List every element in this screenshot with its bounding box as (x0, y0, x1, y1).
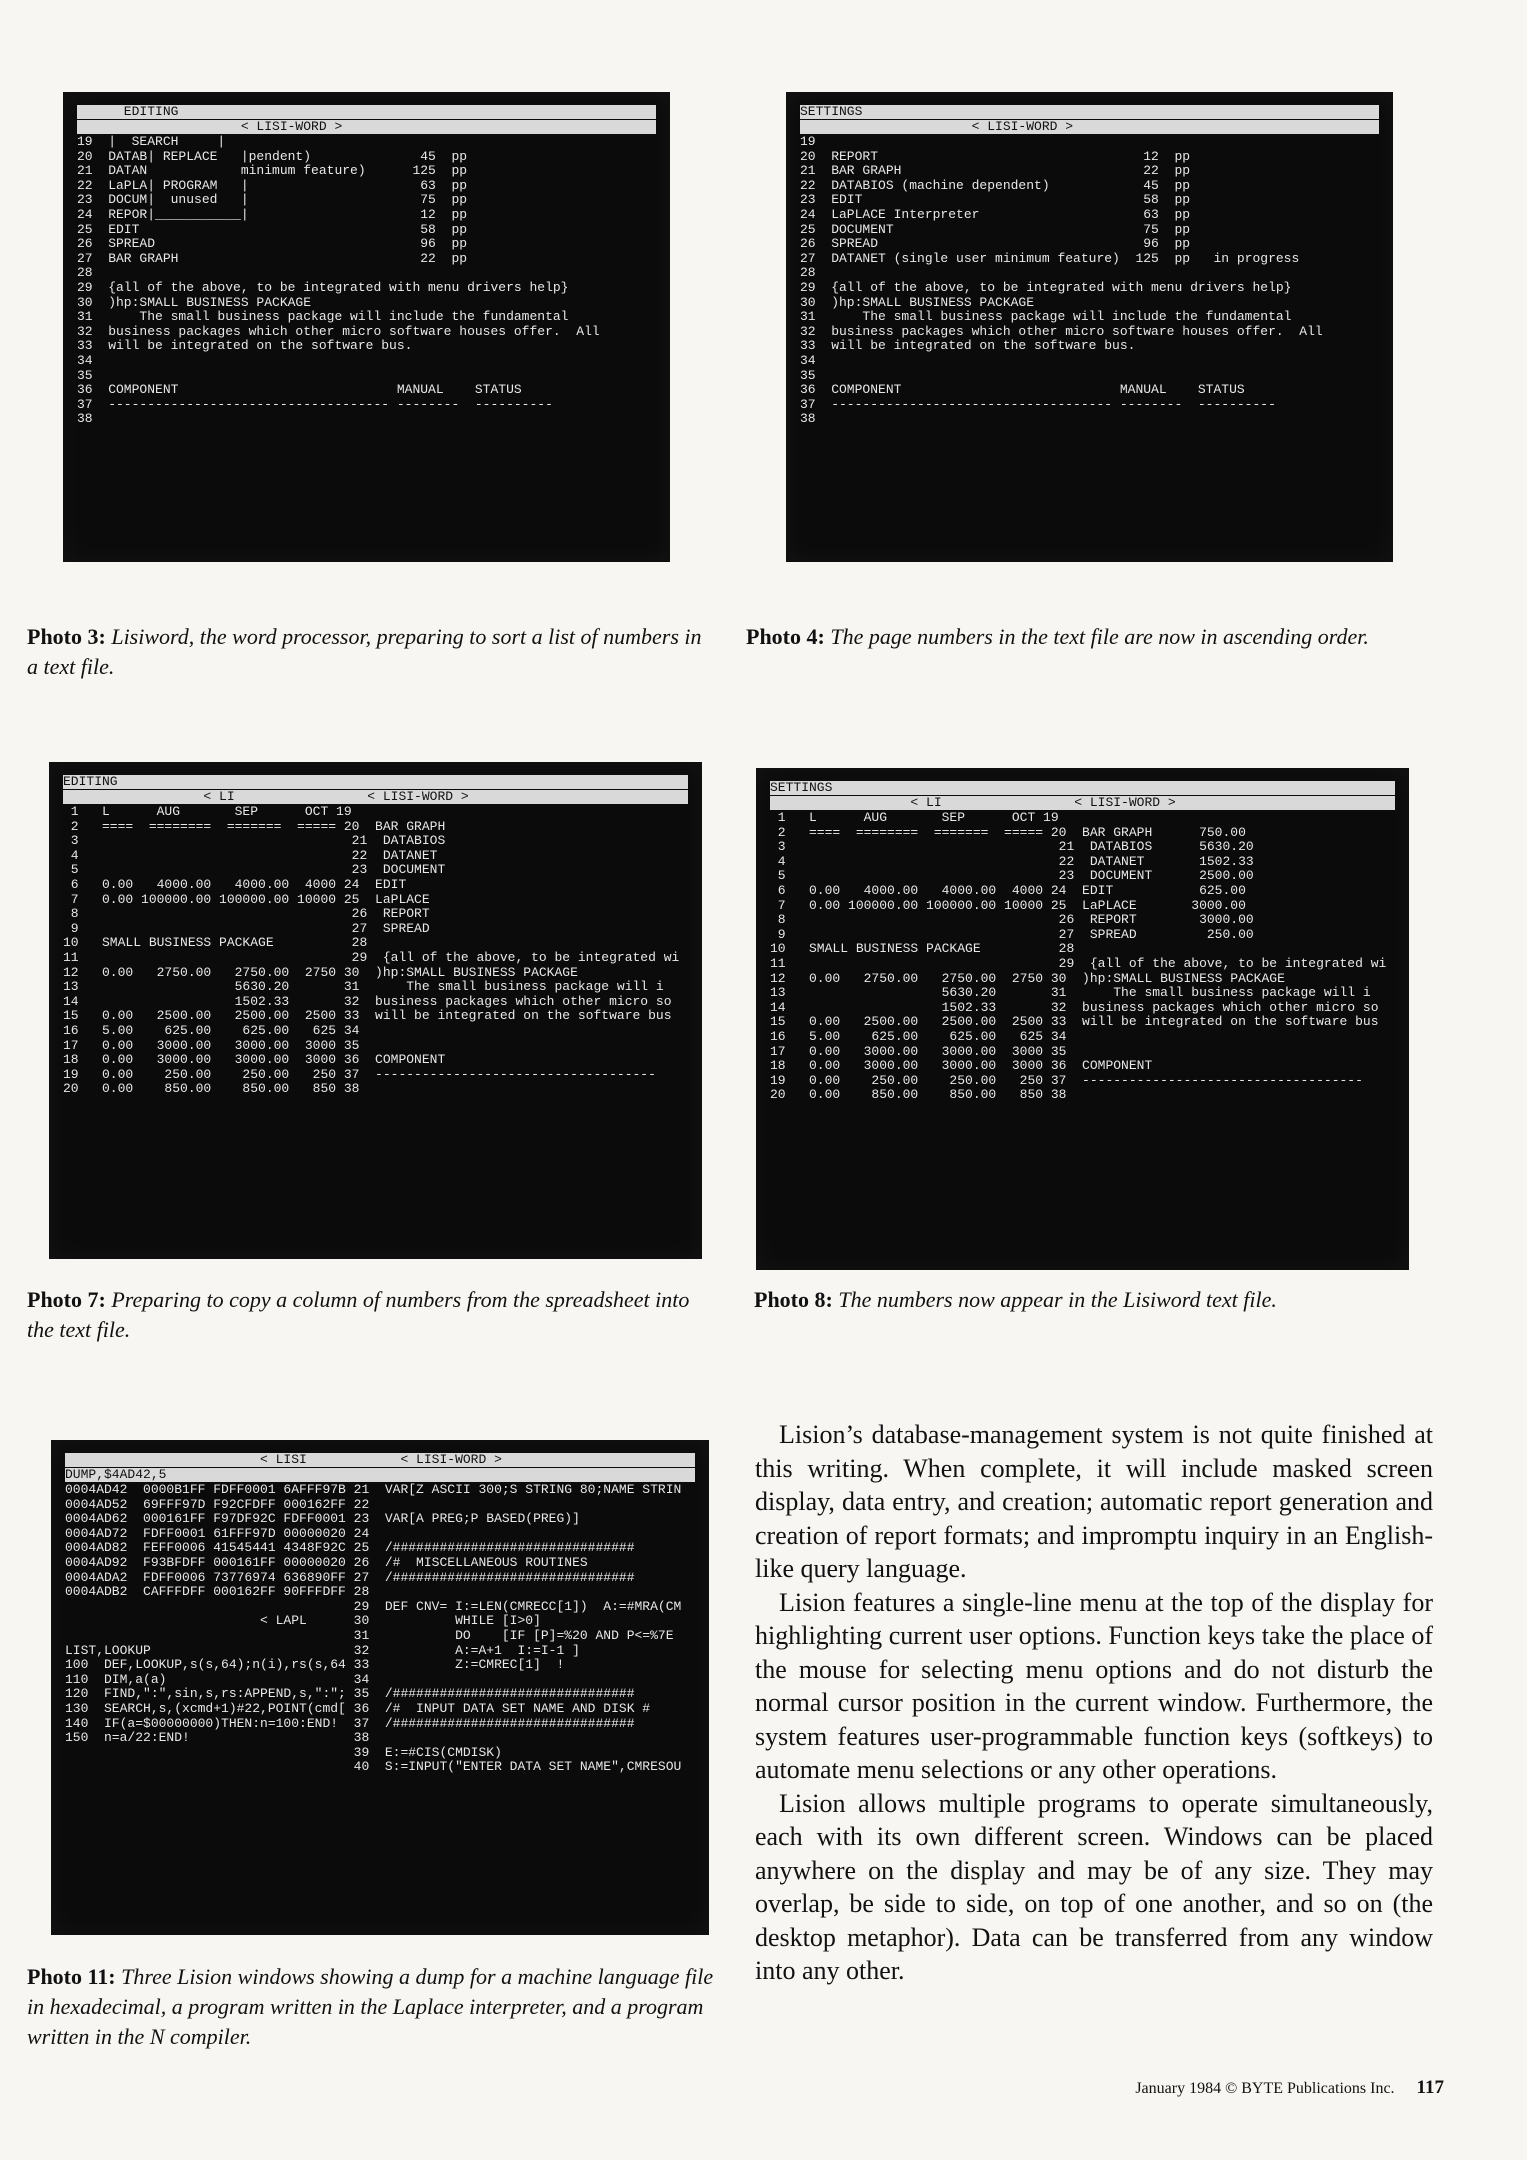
screen-line: 37 ------------------------------------ -------- ---------- (800, 396, 1276, 412)
caption-text: The page numbers in the text file are now in ascending order. (830, 624, 1369, 649)
screen-line: 19 (800, 134, 816, 149)
screen-line: 30 )hp:SMALL BUSINESS PACKAGE (800, 294, 1035, 310)
screen-line: 13 5630.20 31 The small business package will i (770, 985, 1371, 1001)
screen-line: 27 BAR GRAPH 22 pp (77, 250, 468, 266)
screen-line: 10 SMALL BUSINESS PACKAGE 28 (63, 935, 368, 951)
caption-label: Photo 11: (27, 1964, 116, 1989)
screen-line: 28 (800, 265, 816, 281)
screen-line: 23 DOCUM| unused | 75 pp (77, 192, 468, 208)
caption-text: The numbers now appear in the Lisiword text file. (838, 1287, 1277, 1312)
screen-line: 9 27 SPREAD (63, 920, 430, 936)
body-paragraph: Lision allows multiple programs to operate simultaneously, each with its own different screen. Windows can be placed anywhere on the display and may be of any size. They may overlap, be side to side, on top of one another, and so on (the desktop metaphor). Data can be transferred from any window into any other. (755, 1788, 1433, 1985)
photo-8-screen (770, 780, 1395, 1258)
screen-line: LIST,LOOKUP 32 A:=A+1 I:=I-1 ] (65, 1642, 580, 1658)
screen-line: 30 )hp:SMALL BUSINESS PACKAGE (77, 294, 312, 310)
screen-line: 40 S:=INPUT("ENTER DATA SET NAME",CMRESOU (65, 1759, 682, 1775)
screen-line: < LISI-WORD > (77, 120, 656, 134)
photo-8-caption (754, 1285, 1454, 1315)
screen-line: 15 0.00 2500.00 2500.00 2500 33 will be integrated on the software bus (770, 1014, 1379, 1030)
screen-line: 34 (77, 352, 93, 368)
screen-line: 12 0.00 2750.00 2750.00 2750 30 )hp:SMALL BUSINESS PACKAGE (770, 970, 1285, 986)
screen-line: 11 29 {all of the above, to be integrated wi (63, 949, 680, 965)
screen-line: 39 E:=#CIS(CMDISK) (65, 1744, 502, 1760)
screen-line: 19 0.00 250.00 250.00 250 37 ------------------------------------ (63, 1066, 656, 1082)
screen-line: 36 COMPONENT MANUAL STATUS (77, 382, 522, 398)
screen-line: 8 26 REPORT 3000.00 (770, 912, 1254, 928)
photo-4-caption (746, 622, 1466, 652)
screen-line: 110 DIM,a(a) 34 (65, 1671, 370, 1687)
screen-line: 33 will be integrated on the software bus. (77, 338, 413, 354)
screen-line: 38 (800, 411, 816, 427)
screen-line: < LAPL 30 WHILE [I>0] (65, 1613, 541, 1629)
screen-line: 16 5.00 625.00 625.00 625 34 (770, 1028, 1067, 1044)
screen-line: 14 1502.33 32 business packages which other micro so (770, 999, 1379, 1015)
screen-line: 20 DATAB| REPLACE |pendent) 45 pp (77, 148, 468, 164)
screen-line: 31 The small business package will include the fundamental (77, 309, 569, 325)
screen-line: < LI < LISI-WORD > (770, 796, 1395, 810)
screen-line: 6 0.00 4000.00 4000.00 4000 24 EDIT (63, 876, 407, 892)
body-paragraph: Lision features a single-line menu at the top of the display for highlighting current user options. Function keys take the place of the mouse for selecting menu options and do not disturb the normal cursor position in the current window. Furthermore, the system features user-programmable function keys (softkeys) to automate menu selections or any other operations. (755, 1587, 1433, 1784)
caption-label: Photo 3: (27, 624, 106, 649)
screen-line: 100 DEF,LOOKUP,s(s,64);n(i),rs(s,64 33 Z:=CMREC[1] ! (65, 1657, 565, 1673)
screen-line: < LI < LISI-WORD > (63, 790, 688, 804)
screen-line: 31 The small business package will include the fundamental (800, 309, 1292, 325)
screen-line: 18 0.00 3000.00 3000.00 3000 36 COMPONENT (770, 1058, 1153, 1074)
screen-line: DUMP,$4AD42,5 (65, 1468, 695, 1482)
screen-line: 3 21 DATABIOS 5630.20 (770, 839, 1254, 855)
screen-line: 22 DATABIOS (machine dependent) 45 pp (800, 177, 1191, 193)
screen-line: < LISI < LISI-WORD > (65, 1453, 695, 1467)
screen-line: 32 business packages which other micro software houses offer. All (800, 323, 1323, 339)
screen-line: 2 ==== ======== ======= ===== 20 BAR GRAPH 750.00 (770, 824, 1246, 840)
screen-line: 24 REPOR|___________| 12 pp (77, 206, 468, 222)
screen-line: 24 LaPLACE Interpreter 63 pp (800, 206, 1191, 222)
screen-line: 2 ==== ======== ======= ===== 20 BAR GRAPH (63, 818, 446, 834)
screen-line: 16 5.00 625.00 625.00 625 34 (63, 1022, 360, 1038)
screen-line: 4 22 DATANET (63, 847, 438, 863)
screen-line: 20 0.00 850.00 850.00 850 38 (63, 1081, 360, 1097)
screen-line: SETTINGS (770, 781, 1395, 795)
caption-label: Photo 4: (746, 624, 825, 649)
screen-line: 0004AD62 000161FF F97DF92C FDFF0001 23 VAR[A PREG;P BASED(PREG)] (65, 1511, 580, 1527)
screen-line: 4 22 DATANET 1502.33 (770, 853, 1254, 869)
screen-line: 36 COMPONENT MANUAL STATUS (800, 382, 1245, 398)
screen-line: 0004AD72 FDFF0001 61FFF97D 00000020 24 (65, 1525, 370, 1541)
screen-line: 150 n=a/22:END! 38 (65, 1730, 370, 1746)
screen-line: 6 0.00 4000.00 4000.00 4000 24 EDIT 625.00 (770, 882, 1246, 898)
screen-line: 14 1502.33 32 business packages which other micro so (63, 993, 672, 1009)
photo-3-caption (27, 622, 717, 682)
screen-line: 10 SMALL BUSINESS PACKAGE 28 (770, 941, 1075, 957)
screen-line: 29 {all of the above, to be integrated with menu drivers help} (77, 279, 569, 295)
screen-line: 17 0.00 3000.00 3000.00 3000 35 (63, 1037, 360, 1053)
screen-line: 13 5630.20 31 The small business package will i (63, 979, 664, 995)
screen-line: 25 EDIT 58 pp (77, 221, 468, 237)
screen-line: 31 DO [IF [P]=%20 AND P<=%7E (65, 1627, 674, 1643)
photo-11-caption (27, 1962, 717, 2052)
screen-line: 33 will be integrated on the software bus. (800, 338, 1136, 354)
screen-line: 130 SEARCH,s,(xcmd+1)#22,POINT(cmd[ 36 /# INPUT DATA SET NAME AND DISK # (65, 1700, 651, 1716)
publication-credit: January 1984 © BYTE Publications Inc. (1135, 2080, 1395, 2097)
photo-7-screenshot (49, 762, 702, 1259)
screen-line: 32 business packages which other micro software houses offer. All (77, 323, 600, 339)
screen-line: 21 BAR GRAPH 22 pp (800, 163, 1191, 179)
photo-3-screenshot (63, 92, 670, 562)
caption-label: Photo 8: (754, 1287, 833, 1312)
photo-4-screen (800, 104, 1379, 550)
screen-line: 7 0.00 100000.00 100000.00 10000 25 LaPLACE 3000.00 (770, 897, 1246, 913)
screen-line: 140 IF(a=$00000000)THEN:n=100:END! 37 /############################### (65, 1715, 635, 1731)
screen-line: 37 ------------------------------------ -------- ---------- (77, 396, 553, 412)
page-footer (1084, 2077, 1444, 2099)
screen-line: 0004AD82 FEFF0006 41545441 4348F92C 25 /############################### (65, 1540, 635, 1556)
screen-line: 15 0.00 2500.00 2500.00 2500 33 will be integrated on the software bus (63, 1008, 672, 1024)
screen-line: 5 23 DOCUMENT (63, 862, 446, 878)
photo-11-screen (65, 1452, 695, 1923)
screen-line: 1 L AUG SEP OCT 19 (770, 810, 1059, 825)
screen-line: 28 (77, 265, 93, 281)
screen-line: 12 0.00 2750.00 2750.00 2750 30 )hp:SMALL BUSINESS PACKAGE (63, 964, 578, 980)
screen-line: 21 DATAN minimum feature) 125 pp (77, 163, 468, 179)
screen-line: 34 (800, 352, 816, 368)
screen-line: 0004ADA2 FDFF0006 73776974 636890FF 27 /############################### (65, 1569, 635, 1585)
screen-line: 0004AD52 69FFF97D F92CFDFF 000162FF 22 (65, 1496, 370, 1512)
screen-line: 0004AD42 0000B1FF FDFF0001 6AFFF97B 21 VAR[Z ASCII 300;S STRING 80;NAME STRIN (65, 1482, 682, 1497)
screen-line: 0004ADB2 CAFFFDFF 000162FF 90FFFDFF 28 (65, 1584, 370, 1600)
screen-line: 38 (77, 411, 93, 427)
screen-line: 5 23 DOCUMENT 2500.00 (770, 868, 1254, 884)
screen-line: SETTINGS (800, 105, 1379, 119)
screen-line: EDITING (63, 775, 688, 789)
caption-label: Photo 7: (27, 1287, 106, 1312)
screen-line: 120 FIND,":",sin,s,rs:APPEND,s,":"; 35 /############################### (65, 1686, 635, 1702)
screen-line: 20 0.00 850.00 850.00 850 38 (770, 1087, 1067, 1103)
screen-line: 26 SPREAD 96 pp (800, 236, 1191, 252)
screen-line: 19 0.00 250.00 250.00 250 37 ------------------------------------ (770, 1072, 1363, 1088)
screen-line: 18 0.00 3000.00 3000.00 3000 36 COMPONENT (63, 1052, 446, 1068)
screen-line: 22 LaPLA| PROGRAM | 63 pp (77, 177, 468, 193)
body-paragraph: Lision’s database-management system is not quite finished at this writing. When complete, it will include masked screen display, data entry, and creation; automatic report generation and creation of report formats; and impromptu inquiry in an English-like query language. (755, 1420, 1433, 1583)
screen-line: 8 26 REPORT (63, 906, 430, 922)
photo-7-caption (27, 1285, 717, 1345)
screen-line: 23 EDIT 58 pp (800, 192, 1191, 208)
photo-8-screenshot (756, 768, 1409, 1270)
screen-line: 29 {all of the above, to be integrated with menu drivers help} (800, 279, 1292, 295)
caption-text: Preparing to copy a column of numbers from the spreadsheet into the text file. (27, 1287, 690, 1342)
screen-line: EDITING (77, 105, 656, 119)
screen-line: 25 DOCUMENT 75 pp (800, 221, 1191, 237)
caption-text: Lisiword, the word processor, preparing to sort a list of numbers in a text file. (27, 624, 702, 679)
article-body (755, 1418, 1433, 1988)
screen-line: 35 (77, 367, 93, 383)
screen-line: 19 | SEARCH | (77, 134, 226, 149)
photo-4-screenshot (786, 92, 1393, 562)
photo-11-screenshot (51, 1440, 709, 1935)
screen-line: 26 SPREAD 96 pp (77, 236, 468, 252)
screen-line: 0004AD92 F93BFDFF 000161FF 00000020 26 /# MISCELLANEOUS ROUTINES (65, 1554, 588, 1570)
caption-text: Three Lision windows showing a dump for a machine language file in hexadecimal, a program written in the Laplace interpreter, and a program written in the N compiler. (27, 1964, 714, 2049)
screen-line: 1 L AUG SEP OCT 19 (63, 804, 352, 819)
photo-7-screen (63, 774, 688, 1247)
screen-line: 11 29 {all of the above, to be integrated wi (770, 955, 1387, 971)
screen-line: 20 REPORT 12 pp (800, 148, 1191, 164)
screen-line: 35 (800, 367, 816, 383)
screen-line: 9 27 SPREAD 250.00 (770, 926, 1254, 942)
screen-line: 27 DATANET (single user minimum feature) 125 pp in progress (800, 250, 1300, 266)
screen-line: 29 DEF CNV= I:=LEN(CMRECC[1]) A:=#MRA(CM (65, 1598, 682, 1614)
page-number: 117 (1416, 2077, 1444, 2098)
screen-line: 7 0.00 100000.00 100000.00 10000 25 LaPLACE (63, 891, 430, 907)
screen-line: < LISI-WORD > (800, 120, 1379, 134)
screen-line: 17 0.00 3000.00 3000.00 3000 35 (770, 1043, 1067, 1059)
photo-3-screen (77, 104, 656, 550)
screen-line: 3 21 DATABIOS (63, 833, 446, 849)
